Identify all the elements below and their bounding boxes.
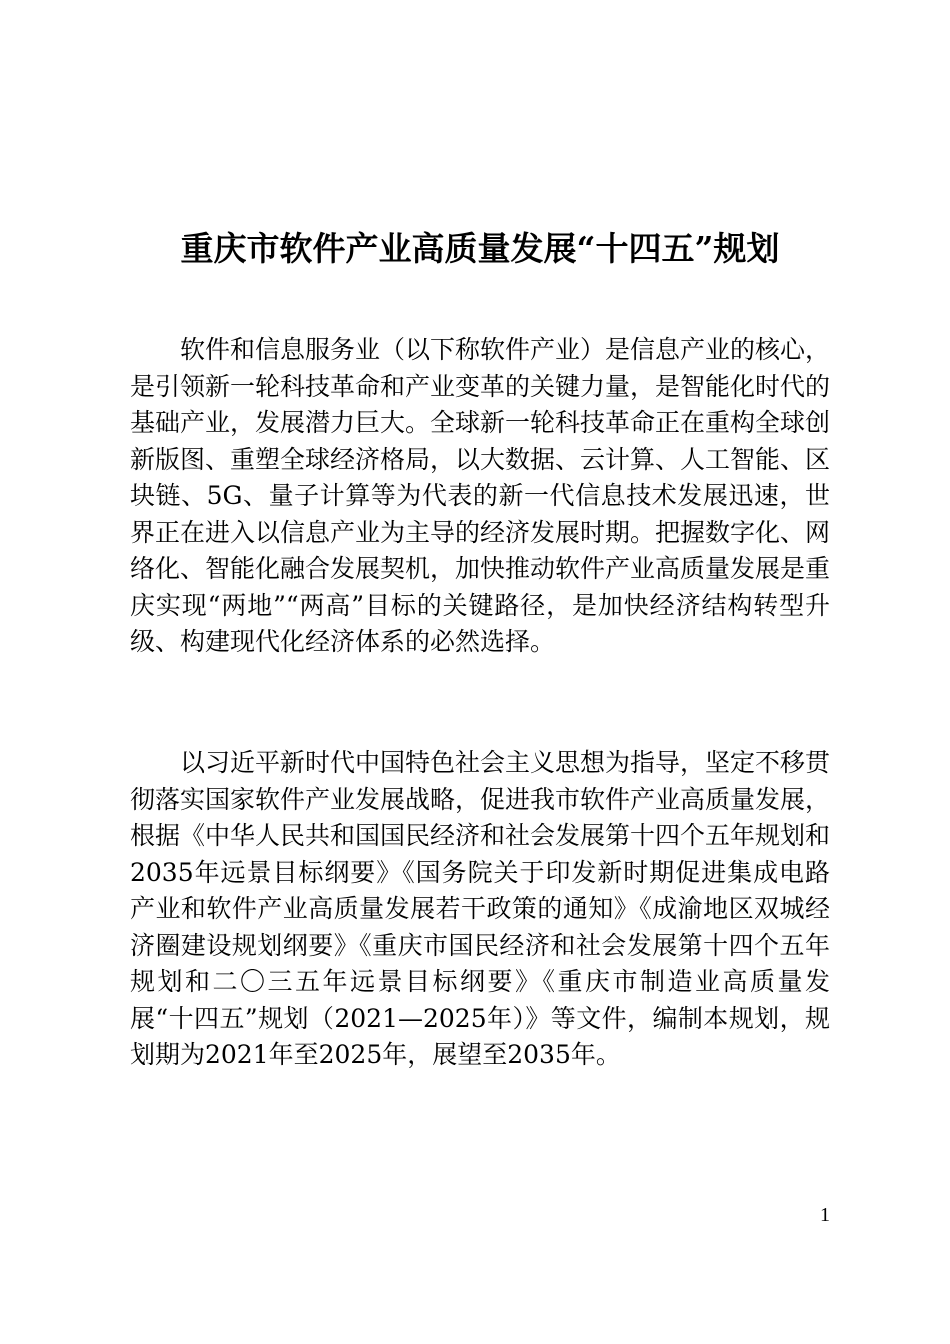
paragraph-guidance: 以习近平新时代中国特色社会主义思想为指导，坚定不移贯彻落实国家软件产业发展战略，促进我市软件产业高质量发展，根据《中华人民共和国国民经济和社会发展第十四个五年规划和2035年远景目标纲要》《国务院关于印发新时期促进集成电路产业和软件产业高质量发展若干政策的通知》《成渝地区双城经济圈建设规划纲要》《重庆市国民经济和社会发展第十四个五年规划和二〇三五年远景目标纲要》《重庆市制造业高质量发展“十四五”规划（2021—2025年）》等文件，编制本规划，规划期为2021年至2025年，展望至2035年。 xyxy=(130,748,831,1069)
paragraph-introduction: 软件和信息服务业（以下称软件产业）是信息产业的核心，是引领新一轮科技革命和产业变革的关键力量，是智能化时代的基础产业，发展潜力巨大。全球新一轮科技革命正在重构全球创新版图、重塑全球经济格局，以大数据、云计算、人工智能、区块链、5G、量子计算等为代表的新一代信息技术发展迅速，世界正在进入以信息产业为主导的经济发展时期。把握数字化、网络化、智能化融合发展契机，加快推动软件产业高质量发展是重庆实现“两地”“两高”目标的关键路径，是加快经济结构转型升级、构建现代化经济体系的必然选择。 xyxy=(130,335,831,656)
document-title: 重庆市软件产业高质量发展“十四五”规划 xyxy=(180,229,780,268)
page-number: 1 xyxy=(820,1204,830,1226)
